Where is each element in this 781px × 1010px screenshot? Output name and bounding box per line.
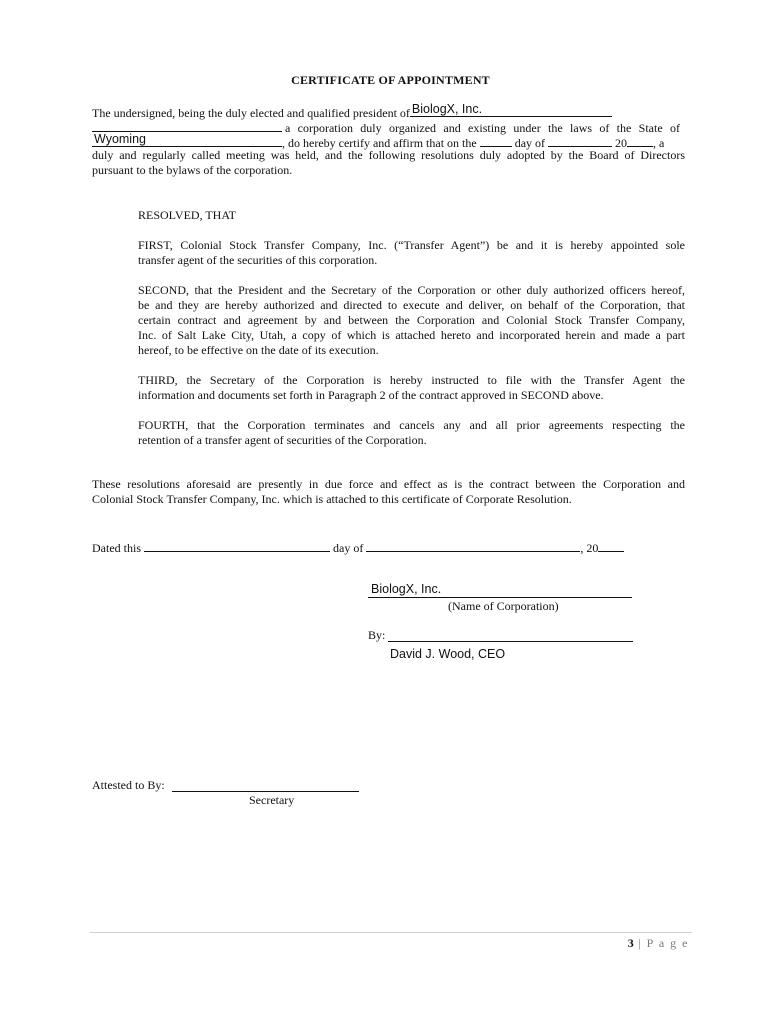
resolved-heading: RESOLVED, THAT [138,208,237,222]
dated-year-blank[interactable] [598,538,624,552]
second-resolution-line-2: be and they are hereby authorized and directed to execute and deliver, on behalf of the Corporation, that [138,298,685,312]
first-resolution-line-2: transfer agent of the securities of this corporation. [138,253,378,267]
third-resolution-line-1: THIRD, the Secretary of the Corporation is hereby instructed to file with the Transfer Agent the [138,373,685,387]
by-label: By: [368,628,386,642]
intro-line-5: pursuant to the bylaws of the corporation. [92,163,293,177]
second-resolution-line-3: certain contract and agreement by and between the Corporation and Colonial Stock Transfer Company, [138,313,685,327]
dated-day-of: day of [333,541,364,555]
footer-divider [90,932,692,933]
corporation-name-line [368,597,632,598]
second-resolution-line-1: SECOND, that the President and the Secretary of the Corporation or other duly authorized officers hereof, [138,283,685,297]
document-title: CERTIFICATE OF APPOINTMENT [291,73,490,87]
fourth-resolution-line-2: retention of a transfer agent of securities of the Corporation. [138,433,427,447]
state-filled: Wyoming [94,132,146,146]
corporation-name-filled: BiologX, Inc. [371,582,442,596]
intro-text-2: a corporation duly organized and existing under the laws of the State of [285,121,680,135]
second-resolution-line-5: hereof, to be effective on the date of its execution. [138,343,379,357]
intro-text-3-end: , a [653,136,665,150]
fourth-resolution-line-1: FOURTH, that the Corporation terminates and cancels any and all prior agreements respecting the [138,418,685,432]
closing-line-2: Colonial Stock Transfer Company, Inc. which is attached to this certificate of Corporate Resolution. [92,492,572,506]
second-resolution-line-4: Inc. of Salt Lake City, Utah, a copy of which is attached hereto and incorporated herein and made a part [138,328,685,342]
meeting-day-blank [480,133,512,147]
dated-year-prefix: , 20 [580,541,599,555]
company-name-filled: BiologX, Inc. [411,102,483,116]
year-prefix: 20 [615,136,628,150]
day-of-label: day of [514,136,546,150]
closing-line-1: These resolutions aforesaid are presently in due force and effect as is the contract between the Corporation and [92,477,685,491]
state-blank-top [92,118,282,132]
first-resolution-line-1: FIRST, Colonial Stock Transfer Company, Inc. (“Transfer Agent”) be and it is hereby appointed sole [138,238,685,252]
page-word: P a g e [646,936,689,950]
state-blank [92,133,282,147]
attest-label: Attested to By: [92,778,165,792]
dated-line [92,538,624,556]
intro-line-4: duly and regularly called meeting was held, and the following resolutions duly adopted by the Board of Directors [92,148,685,162]
footer-separator: | [638,936,643,950]
third-resolution-line-2: information and documents set forth in Paragraph 2 of the contract approved in SECOND above. [138,388,604,402]
page-number: 3 [627,936,634,950]
president-of-blank [410,103,612,117]
by-signature-line[interactable] [388,641,633,642]
dated-label: Dated this [92,541,141,555]
intro-text-1: The undersigned, being the duly elected and qualified president of [92,106,410,120]
intro-text-3: , do hereby certify and affirm that on the [282,136,477,150]
meeting-year-blank [627,133,653,147]
corporation-caption: (Name of Corporation) [448,599,559,613]
dated-day-blank[interactable] [144,538,330,552]
attest-caption: Secretary [249,793,295,807]
attest-signature-line[interactable] [172,791,359,792]
page-footer [628,936,689,951]
meeting-month-blank [548,133,612,147]
dated-month-blank[interactable] [366,538,580,552]
signer-name: David J. Wood, CEO [390,647,506,661]
